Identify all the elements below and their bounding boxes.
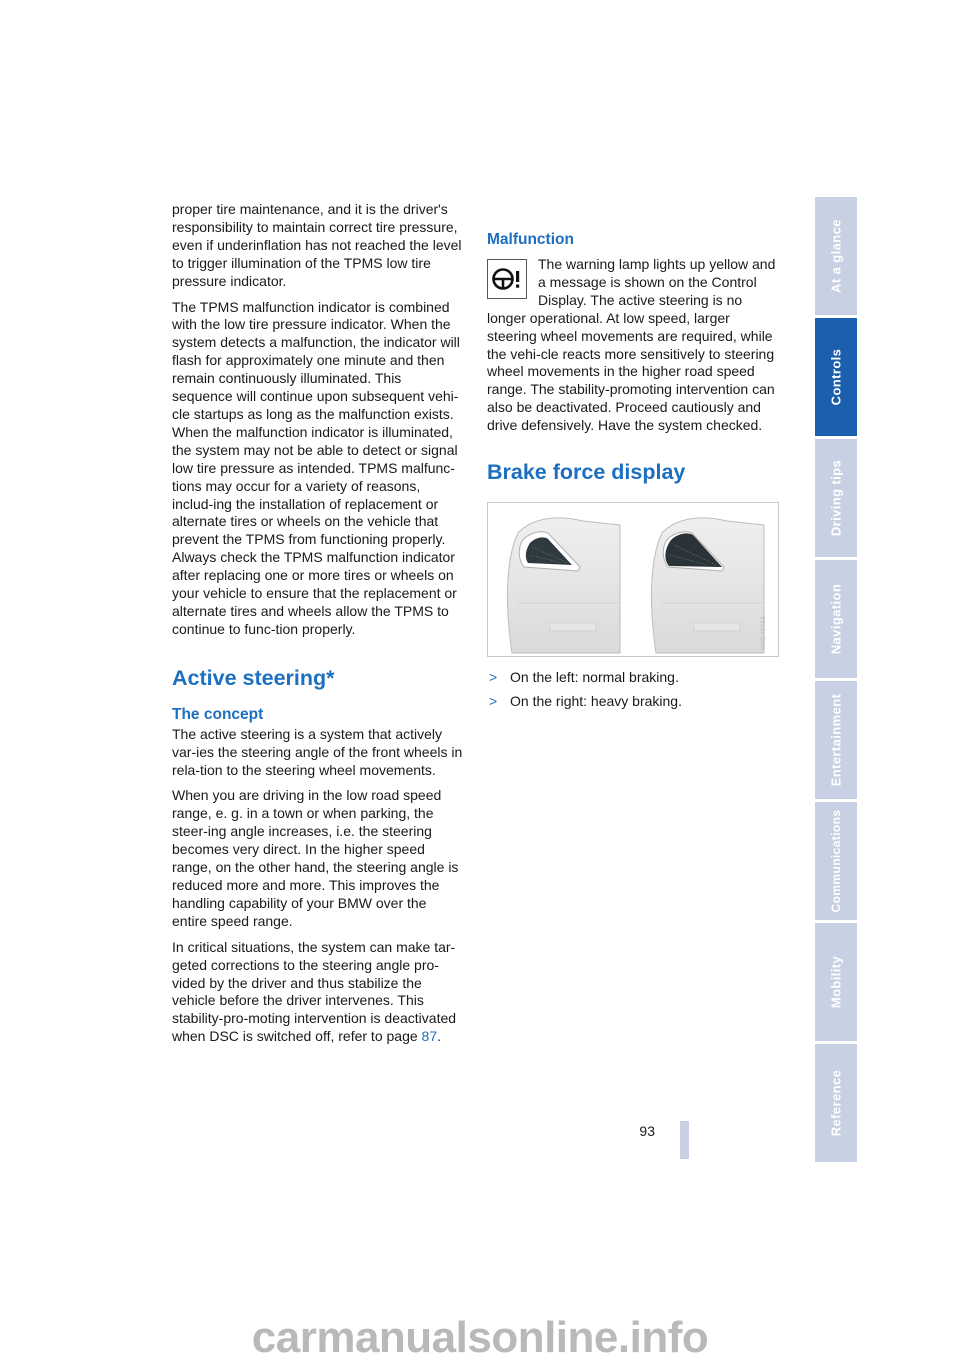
tab-communications[interactable]	[815, 802, 857, 920]
brake-lights-figure	[487, 502, 779, 657]
list-item	[487, 693, 779, 711]
tab-label: Entertainment	[828, 693, 844, 787]
page-number-bar	[680, 1121, 689, 1159]
tab-driving-tips[interactable]	[815, 439, 857, 557]
tab-navigation[interactable]	[815, 560, 857, 678]
paragraph-concept-critical	[172, 939, 464, 1046]
brake-force-list	[487, 669, 779, 711]
bullet-marker: >	[489, 669, 498, 686]
paragraph-concept-critical-end: .	[437, 1028, 442, 1045]
malfunction-block	[487, 256, 779, 435]
figure-code: W0E45082	[761, 616, 768, 651]
tab-label: Communications	[829, 809, 843, 913]
tab-controls[interactable]	[815, 318, 857, 436]
brake-lights-illustration	[488, 503, 778, 656]
right-column	[487, 230, 779, 717]
paragraph-concept-critical-text: In critical situations, the system can make tar-geted corrections to the steering angle pro-vided by the driver and thus stabilize the vehicle before the driver intervenes. This stability-pro-moting intervention is deactivated when DSC is switched off, refer to page	[172, 938, 457, 1045]
list-item-text: On the right: heavy braking.	[510, 692, 682, 709]
tab-at-a-glance[interactable]	[815, 197, 857, 315]
paragraph-concept-intro: The active steering is a system that actively var-ies the steering angle of the front wheels in rela-tion to the steering wheel movements.	[172, 725, 463, 778]
paragraph-concept-speed-range: When you are driving in the low road speed range, e. g. in a town or when parking, the steer-ing angle increases, i.e. the steering becomes very direct. In the higher speed range, on the other hand, the steering angle is reduced more and more. This improves the handling capability of your BMW over the entire speed range.	[172, 787, 459, 929]
list-item	[487, 669, 779, 687]
list-item-text: On the left: normal braking.	[510, 669, 679, 686]
car-rear-right	[651, 518, 764, 653]
paragraph-tpms-malfunction-indicator: The TPMS malfunction indicator is combined with the low tire pressure indicator. When the system detects a malfunction, the indicator will flash for approximately one minute and then remain continuously illuminated. This sequence will continue upon subsequent vehi-cle startups as long as the malfunction exists. When the malfunction indicator is illuminated, the system may not be able to detect or signal low tire pressure as intended. TPMS malfunc-tions may occur for a variety of reasons, includ-ing the installation of replacement or alternate tires or wheels on the vehicle that prevent the TPMS from functioning properly. Always check the TPMS malfunction indicator after replacing one or more tires or wheels on your vehicle to ensure that the replacement or alternate tires and wheels allow the TPMS to continue to func-tion properly.	[172, 298, 460, 637]
tab-entertainment[interactable]	[815, 681, 857, 799]
tab-label: Mobility	[828, 955, 844, 1009]
page-number: 93	[639, 1123, 655, 1139]
site-watermark: carmanualsonline.info	[251, 1313, 709, 1362]
heading-active-steering: Active steering*	[172, 665, 335, 690]
paragraph-tpms-responsibility: proper tire maintenance, and it is the driver's responsibility to maintain correct tire pressure, even if underinflation has not reached the level to trigger illumination of the TPMS low tire pressure indicator.	[172, 201, 462, 289]
chapter-tabs	[815, 197, 857, 1165]
page-reference-link[interactable]: 87	[421, 1028, 438, 1045]
bullet-marker: >	[489, 692, 498, 709]
heading-the-concept: The concept	[172, 705, 264, 723]
steering-warning-icon	[487, 259, 527, 299]
heading-brake-force-display: Brake force display	[487, 460, 686, 485]
car-rear-left	[507, 518, 620, 653]
tab-label: Reference	[828, 1069, 844, 1137]
tab-label: Navigation	[828, 583, 844, 655]
tab-mobility[interactable]	[815, 923, 857, 1041]
steering-warning-icon-svg	[488, 260, 526, 298]
heading-malfunction: Malfunction	[487, 231, 574, 248]
tab-label: Driving tips	[828, 459, 844, 537]
tab-label: Controls	[828, 348, 844, 406]
tab-reference[interactable]	[815, 1044, 857, 1162]
paragraph-malfunction: The warning lamp lights up yellow and a message is shown on the Control Display. The active steering is no longer operational. At low speed, larger steering wheel movements are required, while the vehi-cle reacts more sensitively to steering wheel movements in the higher road speed range. The stability-promoting intervention can also be deactivated. Proceed cautiously and drive defensively. Have the system checked.	[487, 256, 776, 434]
tab-label: At a glance	[828, 219, 844, 293]
left-column	[172, 201, 464, 1054]
